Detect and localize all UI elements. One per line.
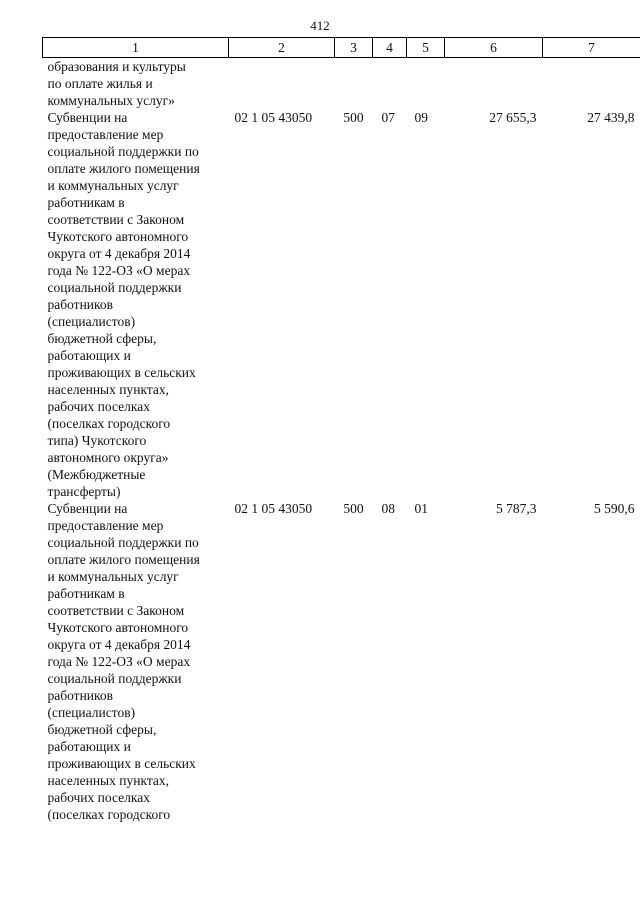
column-header-3: 3 (335, 38, 373, 58)
expense-name-line: по оплате жилья и (47, 76, 153, 91)
expense-name-line: рабочих поселках (47, 790, 150, 805)
expense-name-line: и коммунальных услуг (47, 569, 179, 584)
budget-code-cell (229, 58, 335, 110)
expense-type-cell: 500 (343, 501, 364, 516)
page-number: 412 (310, 18, 330, 33)
expense-name-line: рабочих поселках (47, 399, 150, 414)
table-row (43, 58, 640, 110)
expense-name-line: года № 122-ОЗ «О мерах (47, 263, 191, 278)
expense-name-line: работникам в (47, 586, 125, 601)
expense-name-line: социальной поддержки по (47, 535, 199, 550)
amount-year2-cell: 27 439,8 (587, 110, 635, 125)
expense-name-line: работников (47, 688, 114, 703)
amount-year2-cell: 5 590,6 (594, 501, 635, 516)
expense-name-line: проживающих в сельских (47, 756, 196, 771)
column-header-1: 1 (43, 38, 229, 58)
expense-name-line: (поселках городского (47, 416, 171, 431)
expense-name-line: соответствии с Законом (47, 212, 185, 227)
expense-name-line: (поселках городского (47, 807, 171, 822)
expense-name-line: предоставление мер (47, 518, 164, 533)
expense-name-line: Субвенции на (47, 501, 128, 516)
expense-name-cell (43, 500, 229, 823)
amount-year1-cell (445, 58, 543, 110)
column-number-row (43, 38, 640, 58)
budget-code-cell: 02 1 05 43050 (234, 110, 313, 125)
expense-name-line: округа от 4 декабря 2014 (47, 637, 191, 652)
expense-name-line: социальной поддержки (47, 671, 182, 686)
expense-name-line: Чукотского автономного (47, 229, 189, 244)
expense-name-line: (специалистов) (47, 314, 136, 329)
section-cell: 08 (381, 501, 395, 516)
column-header-7: 7 (543, 38, 640, 58)
subsection-cell: 09 (414, 110, 428, 125)
expense-name-line: бюджетной сферы, (47, 722, 157, 737)
expense-name-line: оплате жилого помещения (47, 161, 200, 176)
subsection-cell: 01 (414, 501, 428, 516)
table-body (43, 58, 640, 824)
expense-name-line: социальной поддержки по (47, 144, 199, 159)
amount-year1-cell: 27 655,3 (489, 110, 537, 125)
expense-name-line: работников (47, 297, 114, 312)
expense-name-cell (43, 58, 229, 110)
column-header-4: 4 (373, 38, 407, 58)
expense-name-line: работникам в (47, 195, 125, 210)
table-row (43, 500, 640, 823)
section-cell: 07 (381, 110, 395, 125)
expense-name-line: и коммунальных услуг (47, 178, 179, 193)
budget-table (42, 37, 640, 823)
expense-name-line: (Межбюджетные (47, 467, 146, 482)
expense-name-cell (43, 109, 229, 500)
table-row (43, 109, 640, 500)
expense-name-line: населенных пунктах, (47, 773, 169, 788)
expense-name-line: коммунальных услуг» (47, 93, 175, 108)
amount-year1-cell: 5 787,3 (496, 501, 537, 516)
expense-type-cell (335, 58, 373, 110)
expense-name-line: Субвенции на (47, 110, 128, 125)
expense-name-line: автономного округа» (47, 450, 169, 465)
expense-name-line: населенных пунктах, (47, 382, 169, 397)
expense-name-line: (специалистов) (47, 705, 136, 720)
expense-name-line: работающих и (47, 739, 131, 754)
expense-name-line: округа от 4 декабря 2014 (47, 246, 191, 261)
column-header-2: 2 (229, 38, 335, 58)
subsection-cell (407, 58, 445, 110)
expense-name-line: оплате жилого помещения (47, 552, 200, 567)
expense-name-line: типа) Чукотского (47, 433, 147, 448)
expense-type-cell: 500 (343, 110, 364, 125)
expense-name-line: работающих и (47, 348, 131, 363)
expense-name-line: социальной поддержки (47, 280, 182, 295)
expense-name-line: образования и культуры (47, 59, 186, 74)
expense-name-line: трансферты) (47, 484, 121, 499)
section-cell (373, 58, 407, 110)
column-header-5: 5 (407, 38, 445, 58)
expense-name-line: бюджетной сферы, (47, 331, 157, 346)
expense-name-line: предоставление мер (47, 127, 164, 142)
expense-name-line: проживающих в сельских (47, 365, 196, 380)
expense-name-line: соответствии с Законом (47, 603, 185, 618)
amount-year2-cell (543, 58, 640, 110)
column-header-6: 6 (445, 38, 543, 58)
expense-name-line: года № 122-ОЗ «О мерах (47, 654, 191, 669)
expense-name-line: Чукотского автономного (47, 620, 189, 635)
budget-code-cell: 02 1 05 43050 (234, 501, 313, 516)
